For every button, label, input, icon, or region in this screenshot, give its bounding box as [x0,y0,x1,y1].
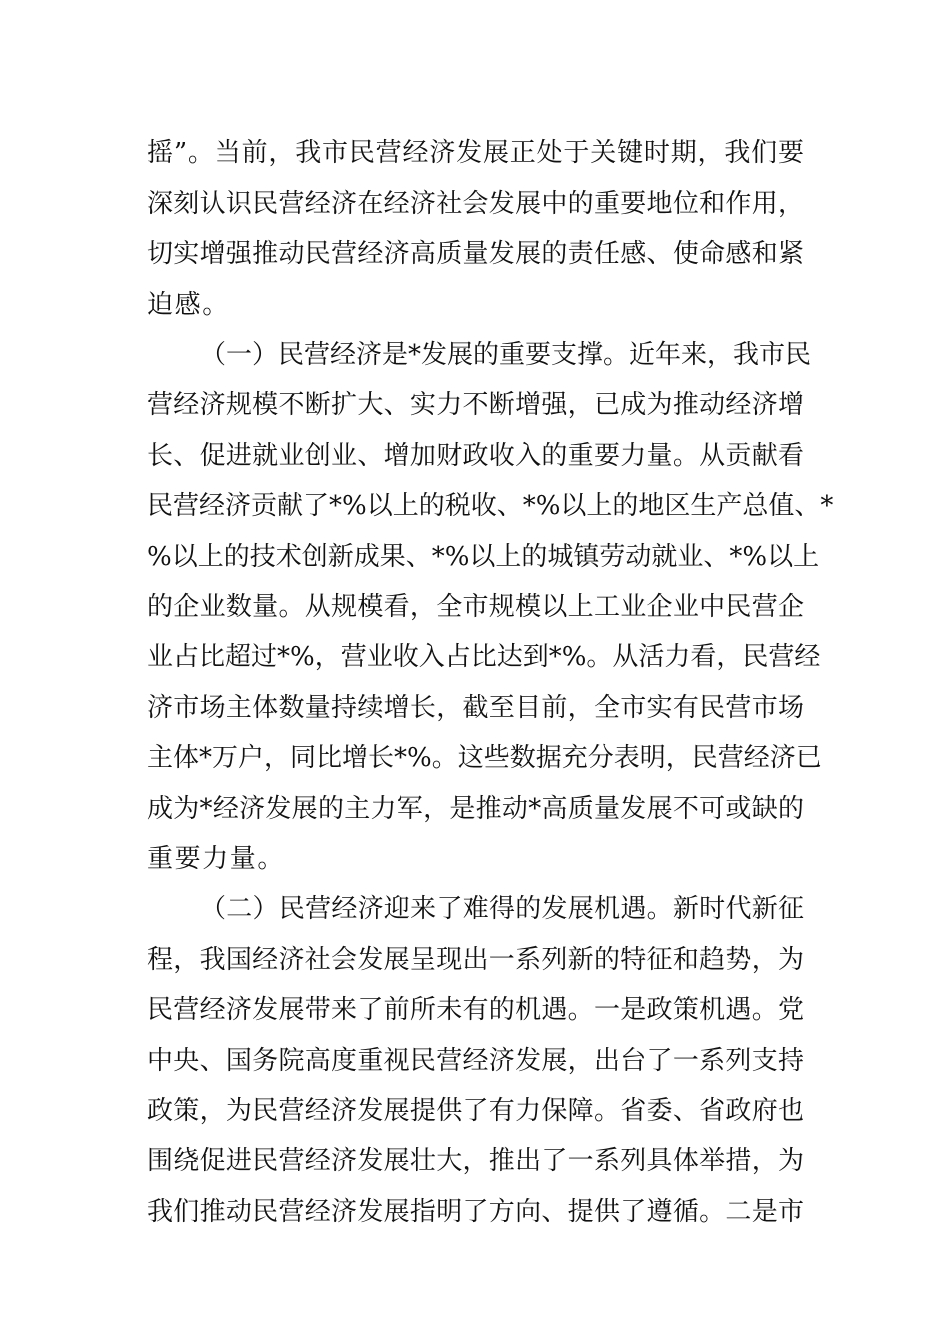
text-line: 业占比超过*%，营业收入占比达到*%。从活力看，民营经 [147,642,821,672]
text-line: 迫感。 [147,290,230,320]
text-line: 的企业数量。从规模看，全市规模以上工业企业中民营企 [147,592,804,622]
text-line: 我们推动民营经济发展指明了方向、提供了遵循。二是市 [147,1197,804,1227]
text-line: 摇”。当前，我市民营经济发展正处于关键时期，我们要 [147,138,804,168]
text-line: 成为*经济发展的主力军，是推动*高质量发展不可或缺的 [147,794,804,824]
text-line: 中央、国务院高度重视民营经济发展，出台了一系列支持 [147,1046,804,1076]
text-line: 政策，为民营经济发展提供了有力保障。省委、省政府也 [147,1096,804,1126]
text-line: 济市场主体数量持续增长，截至目前，全市实有民营市场 [147,693,804,723]
text-line: 程，我国经济社会发展呈现出一系列新的特征和趋势，为 [147,945,804,975]
text-line: 主体*万户，同比增长*%。这些数据充分表明，民营经济已 [147,743,822,773]
text-line: 深刻认识民营经济在经济社会发展中的重要地位和作用， [147,189,804,219]
text-line: 切实增强推动民营经济高质量发展的责任感、使命感和紧 [147,239,804,269]
paragraph-heading-1: （一）民营经济是*发展的重要支撑。近年来，我市民 [200,340,812,370]
text-line: 重要力量。 [147,844,286,874]
paragraph-heading-2: （二）民营经济迎来了难得的发展机遇。新时代新征 [200,894,804,924]
text-line: 围绕促进民营经济发展壮大，推出了一系列具体举措，为 [147,1146,804,1176]
text-line: 长、促进就业创业、增加财政收入的重要力量。从贡献看 [147,441,804,471]
text-line: 民营经济贡献了*%以上的税收、*%以上的地区生产总值、* [147,491,834,521]
text-line: 营经济规模不断扩大、实力不断增强，已成为推动经济增 [147,390,804,420]
text-line: %以上的技术创新成果、*%以上的城镇劳动就业、*%以上 [147,542,820,572]
text-line: 民营经济发展带来了前所未有的机遇。一是政策机遇。党 [147,995,804,1025]
